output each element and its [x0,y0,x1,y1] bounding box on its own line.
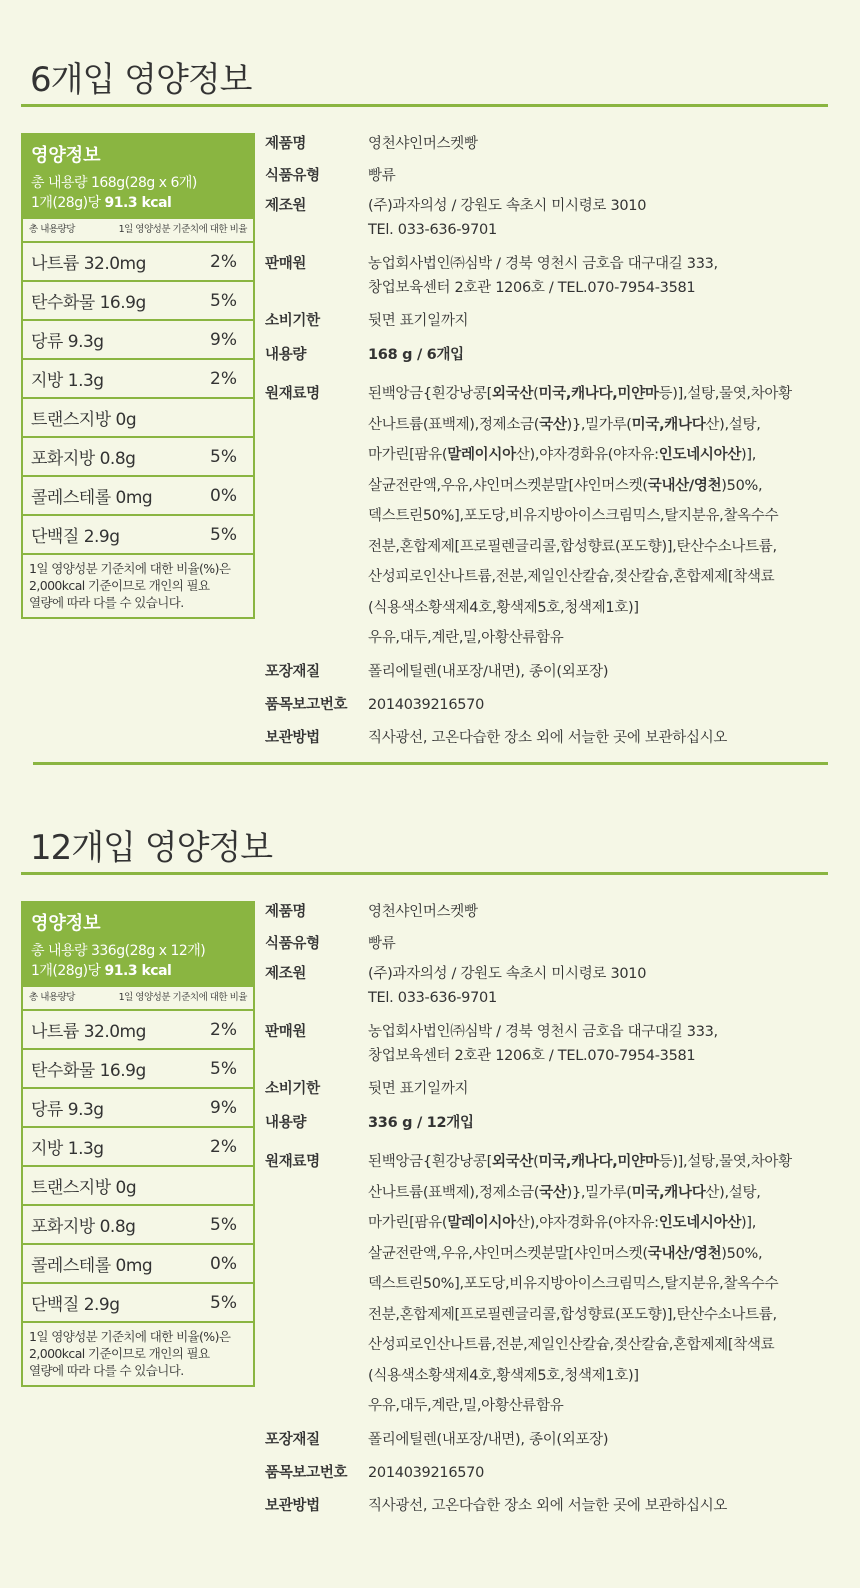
nutrient-name-amount [31,1134,104,1159]
nutrition-row [23,1128,253,1167]
col-left: 총 내용량당 [29,224,75,235]
info-row-product [265,132,830,156]
info-value-line: 농업회사법인㈜심박 / 경북 영천시 금호읍 대구대길 333, [368,256,718,272]
info-row-packaging [265,660,830,684]
nutrient-amount: 9.3g [67,1100,104,1120]
info-row-ingredients [265,1147,830,1422]
nutrient-name: 단백질 [31,527,79,547]
info-value: 폴리에틸렌(내포장/내면), 종이(외포장) [368,1431,609,1448]
info-label: 포장재질 [265,663,320,680]
nutrient-name: 당류 [31,332,63,352]
nutrient-amount: 0.8g [99,449,136,469]
info-label: 내용량 [265,1115,307,1131]
nutrient-name-amount [31,1095,104,1120]
info-value [368,1147,830,1422]
info-value-line: 덱스트린50%],포도당,비유지방아이스크림믹스,탈지분유,찰옥수수 [368,1276,779,1292]
section-title: 6개입 영양정보 [30,60,252,100]
nutrition-per-serving [31,961,245,981]
info-value-line: (주)과자의성 / 강원도 속초시 미시령로 3010 [368,966,647,982]
nutrition-row [23,1245,253,1284]
nutrient-name-amount [31,444,135,469]
info-value-line: 전분,혼합제제[프로필렌글리콜,합성향료(포도향)],탄산수소나트륨, [368,538,777,555]
nutrient-name-amount [31,1173,136,1198]
info-label: 원재료명 [265,386,320,402]
nutrition-heading: 영양정보 [31,145,101,166]
info-row-maker [265,962,830,1010]
per-serving-kcal: 91.3 kcal [104,195,172,211]
nutrient-name: 포화지방 [31,1217,95,1237]
info-label: 식품유형 [265,936,320,952]
info-value: 2014039216570 [368,1464,485,1481]
nutrient-amount: 16.9g [99,293,146,313]
info-value-line: (주)과자의성 / 강원도 속초시 미시령로 3010 [368,198,647,214]
nutrition-row [23,1284,253,1323]
nutrition-section-12 [0,768,860,1514]
nutrition-rows [23,1011,253,1323]
nutrient-percent: 5% [210,1058,237,1079]
per-serving-label: 1개(28g)당 [31,195,101,211]
nutrient-name-amount [31,1212,135,1237]
nutrient-name-amount [31,522,120,547]
nutrient-name: 트랜스지방 [31,1178,111,1198]
nutrient-name-amount [31,1290,120,1315]
info-label: 제조원 [265,966,307,982]
info-row-seller [265,252,830,300]
info-row-storage [265,1494,830,1518]
info-value-line: (식용색소황색제4호,황색제5호,청색제1호)] [368,599,639,616]
product-info [265,900,830,1518]
info-value-line: 산성피로인산나트륨,전분,제일인산칼슘,젖산칼슘,혼합제제[착색료 [368,1337,775,1353]
nutrient-percent: 2% [210,1136,237,1157]
nutrient-name: 트랜스지방 [31,410,111,430]
nutrient-name: 탄수화물 [31,1061,95,1081]
nutrient-percent: 0% [210,1253,237,1274]
nutrition-row [23,438,253,477]
nutrient-percent: 5% [210,290,237,311]
footnote-line: 열량에 따라 다를 수 있습니다. [29,595,184,610]
footnote-line: 열량에 따라 다를 수 있습니다. [29,1363,184,1378]
nutrition-column-headers [23,219,253,243]
nutrient-percent: 0% [210,485,237,506]
nutrition-row [23,282,253,321]
info-row-expiry [265,1077,830,1101]
info-row-maker [265,194,830,242]
col-left: 총 내용량당 [29,992,75,1003]
nutrient-percent: 5% [210,446,237,467]
info-value-line: 농업회사법인㈜심박 / 경북 영천시 금호읍 대구대길 333, [368,1024,718,1040]
nutrient-percent: 2% [210,368,237,389]
col-right: 1일 영양성분 기준치에 대한 비율 [118,224,247,235]
nutrient-amount: 1.3g [67,371,104,391]
nutrient-name-amount [31,483,152,508]
nutrient-percent: 5% [210,1214,237,1235]
info-value [368,194,830,242]
info-value-line: 우유,대두,계란,밀,아황산류함유 [368,630,564,646]
info-row-seller [265,1020,830,1068]
nutrient-percent: 2% [210,251,237,272]
nutrient-amount: 9.3g [67,332,104,352]
nutrient-name-amount [31,405,136,430]
info-value-line: 된백앙금{흰강낭콩[외국산(미국,캐나다,미얀마등)],설탕,물엿,차아황 [368,1154,792,1170]
nutrient-amount: 32.0mg [83,1022,146,1042]
info-value: 직사광선, 고온다습한 장소 외에 서늘한 곳에 보관하십시오 [368,729,728,746]
nutrient-name-amount [31,249,146,274]
nutrient-amount: 1.3g [67,1139,104,1159]
col-right: 1일 영양성분 기준치에 대한 비율 [118,992,247,1003]
nutrient-amount: 0mg [115,488,153,508]
nutrient-name: 단백질 [31,1295,79,1315]
nutrition-footnote [23,1323,253,1385]
nutrient-name: 나트륨 [31,1022,79,1042]
nutrient-name: 당류 [31,1100,63,1120]
nutrient-percent: 5% [210,1292,237,1313]
nutrient-name-amount [31,1017,146,1042]
nutrient-name: 지방 [31,1139,63,1159]
nutrition-row [23,1050,253,1089]
info-label: 내용량 [265,347,307,363]
nutrient-name-amount [31,1056,146,1081]
nutrition-total: 총 내용량 168g(28g x 6개) [31,175,197,191]
info-value-line: 전분,혼합제제[프로필렌글리콜,합성향료(포도향)],탄산수소나트륨, [368,1306,777,1323]
nutrient-amount: 16.9g [99,1061,146,1081]
divider [33,762,828,765]
info-value: 직사광선, 고온다습한 장소 외에 서늘한 곳에 보관하십시오 [368,1497,728,1514]
info-value-line: 창업보육센터 2호관 1206호 / TEL.070-7954-3581 [368,280,696,296]
info-row-report [265,693,830,717]
nutrient-name: 포화지방 [31,449,95,469]
info-label: 소비기한 [265,313,320,329]
info-row-type [265,164,830,188]
nutrient-percent: 9% [210,1097,237,1118]
info-value-line: 마가린[팜유(말레이시아산),야자경화유(야자유:인도네시아산)], [368,1215,757,1231]
nutrient-name: 지방 [31,371,63,391]
info-value: 336 g / 12개입 [368,1115,474,1131]
nutrient-name-amount [31,366,104,391]
info-label: 제품명 [265,904,307,920]
nutrient-percent: 2% [210,1019,237,1040]
nutrient-name: 나트륨 [31,254,79,274]
nutrient-percent: 9% [210,329,237,350]
nutrient-amount: 32.0mg [83,254,146,274]
info-row-volume [265,343,830,367]
nutrition-section-6 [0,0,860,746]
info-label: 제품명 [265,136,307,152]
info-row-packaging [265,1428,830,1452]
info-row-volume [265,1111,830,1135]
info-label: 판매원 [265,1024,307,1040]
nutrition-header [23,135,253,219]
info-value-line: 살균전란액,우유,샤인머스켓분말[샤인머스켓(국내산/영천)50%, [368,1245,763,1262]
footnote-line: 2,000kcal 기준이므로 개인의 필요 [29,1346,210,1361]
info-row-report [265,1461,830,1485]
nutrient-amount: 2.9g [83,527,120,547]
nutrition-row [23,321,253,360]
info-value-line: 우유,대두,계란,밀,아황산류함유 [368,1398,564,1414]
nutrient-name-amount [31,1251,152,1276]
section-title: 12개입 영양정보 [30,828,273,868]
nutrition-row [23,516,253,555]
divider [21,104,828,107]
nutrition-row [23,1206,253,1245]
nutrition-heading: 영양정보 [31,913,101,934]
info-value-line: TEl. 033-636-9701 [368,990,497,1006]
info-label: 소비기한 [265,1081,320,1097]
info-value [368,1020,830,1068]
info-value: 빵류 [368,936,396,952]
info-value: 영천샤인머스켓빵 [368,136,478,152]
info-label: 품목보고번호 [265,1464,348,1481]
nutrition-row [23,399,253,438]
nutrition-facts-box [21,133,255,619]
nutrient-name-amount [31,327,104,352]
nutrient-name: 콜레스테롤 [31,488,111,508]
nutrient-name: 탄수화물 [31,293,95,313]
info-value: 폴리에틸렌(내포장/내면), 종이(외포장) [368,663,609,680]
info-value [368,379,830,654]
info-row-product [265,900,830,924]
info-value-line: 산성피로인산나트륨,전분,제일인산칼슘,젖산칼슘,혼합제제[착색료 [368,569,775,585]
nutrient-amount: 0.8g [99,1217,136,1237]
nutrition-row [23,1167,253,1206]
nutrition-footnote [23,555,253,617]
info-value-line: 살균전란액,우유,샤인머스켓분말[샤인머스켓(국내산/영천)50%, [368,477,763,494]
divider [21,872,828,875]
info-label: 제조원 [265,198,307,214]
info-value: 2014039216570 [368,696,485,713]
info-label: 포장재질 [265,1431,320,1448]
info-label: 보관방법 [265,729,320,746]
info-row-ingredients [265,379,830,654]
info-value-line: 된백앙금{흰강낭콩[외국산(미국,캐나다,미얀마등)],설탕,물엿,차아황 [368,386,792,402]
info-label: 식품유형 [265,168,320,184]
per-serving-kcal: 91.3 kcal [104,963,172,979]
nutrition-row [23,1011,253,1050]
nutrition-header [23,903,253,987]
nutrition-row [23,477,253,516]
info-value [368,962,830,1010]
footnote-line: 2,000kcal 기준이므로 개인의 필요 [29,578,210,593]
info-value: 빵류 [368,168,396,184]
info-value [368,252,830,300]
nutrient-name: 콜레스테롤 [31,1256,111,1276]
nutrition-row [23,243,253,282]
nutrition-row [23,1089,253,1128]
info-row-storage [265,726,830,750]
nutrition-per-serving [31,193,245,213]
info-label: 판매원 [265,256,307,272]
info-value: 168 g / 6개입 [368,347,464,363]
product-info [265,132,830,750]
info-value-line: 덱스트린50%],포도당,비유지방아이스크림믹스,탈지분유,찰옥수수 [368,508,779,524]
info-value-line: 산나트륨(표백제),정제소금(국산)},밀가루(미국,캐나다산),설탕, [368,1184,761,1201]
info-value-line: (식용색소황색제4호,황색제5호,청색제1호)] [368,1367,639,1384]
info-value: 뒷면 표기일까지 [368,313,469,329]
footnote-line: 1일 영양성분 기준치에 대한 비율(%)은 [29,1329,231,1344]
nutrient-amount: 0mg [115,1256,153,1276]
info-value-line: TEl. 033-636-9701 [368,222,497,238]
per-serving-label: 1개(28g)당 [31,963,101,979]
nutrient-percent: 5% [210,524,237,545]
info-value-line: 창업보육센터 2호관 1206호 / TEL.070-7954-3581 [368,1048,696,1064]
nutrition-facts-box [21,901,255,1387]
nutrient-amount: 0g [115,1178,137,1198]
info-label: 원재료명 [265,1154,320,1170]
footnote-line: 1일 영양성분 기준치에 대한 비율(%)은 [29,561,231,576]
info-value-line: 산나트륨(표백제),정제소금(국산)},밀가루(미국,캐나다산),설탕, [368,416,761,433]
info-label: 보관방법 [265,1497,320,1514]
info-value: 영천샤인머스켓빵 [368,904,478,920]
nutrition-rows [23,243,253,555]
info-row-expiry [265,309,830,333]
info-row-type [265,932,830,956]
nutrition-column-headers [23,987,253,1011]
nutrient-amount: 0g [115,410,137,430]
info-label: 품목보고번호 [265,696,348,713]
nutrient-name-amount [31,288,146,313]
info-value-line: 마가린[팜유(말레이시아산),야자경화유(야자유:인도네시아산)], [368,447,757,463]
nutrient-amount: 2.9g [83,1295,120,1315]
info-value: 뒷면 표기일까지 [368,1081,469,1097]
nutrition-row [23,360,253,399]
nutrition-total: 총 내용량 336g(28g x 12개) [31,943,206,959]
